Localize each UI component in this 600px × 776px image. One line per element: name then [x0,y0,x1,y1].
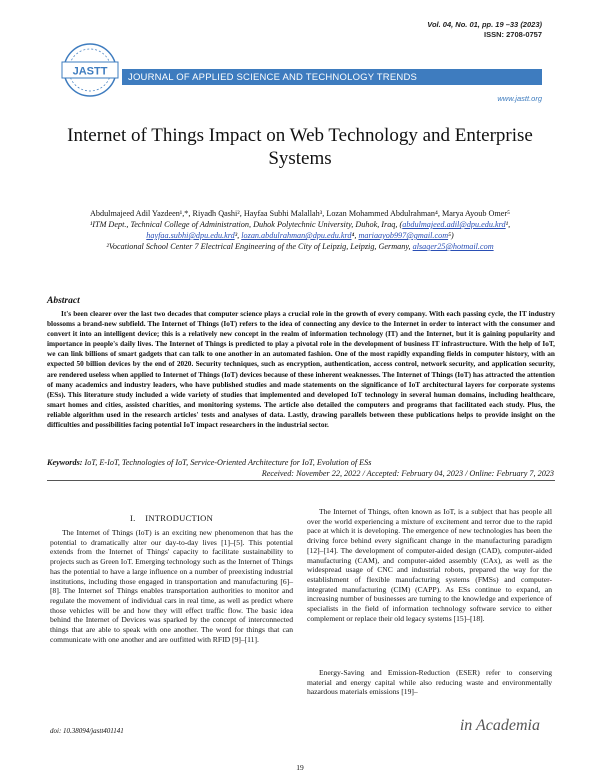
affiliation-1: ¹ITM Dept., Technical College of Administration, Duhok Polytechnic University, Duhok, Iraq, (abdulmajeed.adil@dpu.edu.krd¹, hayfaa.subhi@dpu.edu.krd³, lozan.abdulrahman@dpu.edu.krd⁴, mariaayob997@gmail.com⁵) [89,220,511,240]
divider [47,480,555,481]
author-block [30,208,570,252]
svg-text:in Academia: in Academia [460,717,540,734]
email-link[interactable]: abdulmajeed.adil@dpu.edu.krd [402,220,506,229]
affiliation-2: ²Vocational School Center 7 Electrical Engineering of the City of Leipzig, Leipzig, Germany, alsaqer25@hotmail.com [106,242,494,251]
section-heading [50,513,293,523]
page-number: 19 [296,763,304,772]
journal-banner [122,69,542,85]
body-column-right-p2 [307,668,552,697]
keywords [47,458,371,467]
academia-watermark [460,711,542,737]
paragraph: The Internet of Things (IoT) is an exciting new phenomenon that has the potential to dramatically alter our day-to-day lives [1]–[5]. This potential extends from the Internet of Things' capacity to facilitate sustainability to projects such as Green IoT. Emerging technology such as the Internet of Things has the potential to have a large influence on a number of preexisting industrial institutions, including those engaged in transportation and manufacturing [6]–[8]. The Internet sof Things enables transportation authorities to monitor and regulate the movement of individual cars in real time, as well as predict where those vehicles will be and how they will effect traffic flow. The basic idea behind the Internet of Devices was sparked by the concept of interconnected things that are able to speak with one another. The word for things that can communicate with one another and are outfitted with RFID [9]–[11]. [50,528,293,644]
volume-info: Vol. 04, No. 01, pp. 19 –33 (2023) [427,20,542,29]
abstract-text: It's been clearer over the last two decades that computer science plays a crucial role in the growth of every company. With each passing cycle, the IT industry blossoms a brand-new subfield. The Internet of Things (IoT) refers to the idea of connecting any device to the Internet in order to interact with the consumer and convert it into an intelligent device; this is a relatively new concept in the realm of information technology (IT) and the Internet, but it is gaining popularity and importance in people's daily lives. The Internet of Things is predicted to play a pivotal role in the development of business IT infrastructure. With the help of IoT, we can link billions of smart gadgets that can talk to one another in an automated fashion. One of the most rapidly expanding fields in computer history, with an expected 50 billion devices by the end of 2020. Security techniques, such as encryption, authentication, access control, network security, and application security, are rendered useless when applied to Internet of Things (IoT) devices because of these inherent weaknesses. The Internet of Things (IoT) has attracted the attention of many academics and industry leaders, who have published studies and made statements on the significance of IoT architectural layers for corporate systems (ESs). This literature study included a wide variety of studies that implemented and developed IoT technology in several human domains, including healthcare, smart homes and cities, assisted charities, and monitoring systems. The article also detailed the computers and programs that facilitated each study. Plus, the reliable algorithm used in the research articles' tests and analyses of data. Lastly, drawing parallels between these publications helps to provide insight on the difficulties and possibilities facing potential IoT impact researchers in the industrial sector. [47,309,555,430]
email-link[interactable]: hayfaa.subhi@dpu.edu.krd [146,231,235,240]
issn: ISSN: 2708-0757 [484,30,542,39]
body-column-right-p1 [307,507,552,623]
jastt-logo [58,40,122,100]
section-number: I. [129,513,136,523]
journal-website-link[interactable]: www.jastt.org [497,94,542,103]
keywords-text: IoT, E-IoT, Technologies of IoT, Service-Oriented Architecture for IoT, Evolution of ESs [82,458,372,467]
paragraph: The Internet of Things, often known as IoT, is a subject that has people all over the world experiencing a mixture of excitement and terror due to the rapid pace at which it is developing. The emergence of new technologies has been the driving force behind every significant change in the manufacturing paradigm [12]–[14]. The development of computer-aided design (CAD), computer-aided manufacturing (CAM), and computer-aided assembly (CAx), as well as the widespread usage of CNC and industrial robots, prepared the way for the establishment of flexible manufacturing systems (FMSs) and computer-integrated manufacturing (CIM) (CAPP). As ESs continue to expand, an increasing number of businesses are turning to the knowledge and experience of specialists in the field of information technology software service to either complement or replace their old legacy systems [15]–[18]. [307,507,552,623]
journal-name: JOURNAL OF APPLIED SCIENCE AND TECHNOLOGY TRENDS [128,71,418,83]
keywords-label: Keywords: [47,458,83,467]
logo-text: JASTT [72,65,108,78]
body-column-left [50,528,293,644]
received-dates: Received: November 22, 2022 / Accepted: February 04, 2023 / Online: February 7, 2023 [261,469,554,478]
section-title: INTRODUCTION [145,513,214,523]
email-link[interactable]: lozan.abdulrahman@dpu.edu.krd [241,231,352,240]
paper-title: Internet of Things Impact on Web Technology and Enterprise Systems [67,125,533,169]
author-list: Abdulmajeed Adil Yazdeen¹,*, Riyadh Qashi², Hayfaa Subhi Malallah³, Lozan Mohammed Abdulrahman⁴, Marya Ayoub Omer⁵ [89,209,510,218]
email-link[interactable]: mariaayob997@gmail.com [358,231,449,240]
paragraph: Energy-Saving and Emission-Reduction (ESER) refer to conserving material and energy capital while also reducing waste and environmentally hazardous materials emissions [19]– [307,668,552,697]
email-link[interactable]: alsaqer25@hotmail.com [412,242,494,251]
abstract-heading: Abstract [47,296,80,306]
doi-link[interactable]: doi: 10.38094/jastt401141 [50,727,124,735]
